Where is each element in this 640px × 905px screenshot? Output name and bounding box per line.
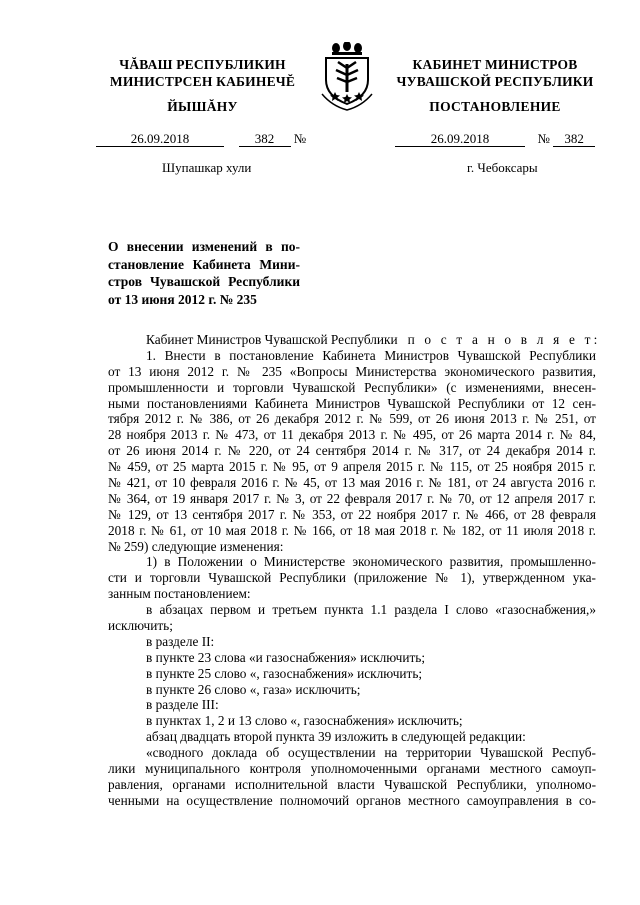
body-intro-subject: Кабинет Министров Чувашской Республики (146, 332, 398, 347)
title-line: от 13 июня 2012 г. № 235 (108, 291, 257, 307)
body-line: лики муниципального контроля уполномоченными органами местного самоуп- (108, 761, 596, 777)
header-right-doc-type: ПОСТАНОВЛЕНИЕ (429, 99, 561, 114)
body-intro-verb: п о с т а н о в л я е т: (407, 332, 601, 347)
body-line: в абзацах первом и третьем пункта 1.1 раздела I слово «газоснабжения,» (146, 602, 596, 618)
header-right-line1: КАБИНЕТ МИНИСТРОВ (412, 57, 578, 72)
body-line: в пункте 23 слова «и газоснабжения» исключить; (146, 649, 426, 665)
coat-of-arms-emblem-icon (318, 42, 376, 112)
body-line: равления, органами исполнительной власти Чувашской Республики, уполномо- (108, 776, 596, 792)
header-left-line1: ЧĂВАШ РЕСПУБЛИКИН (119, 57, 286, 72)
header-left-line2: МИНИСТРСЕН КАБИНЕЧĔ (109, 74, 296, 89)
body-line: тября 2012 г. № 386, от 26 декабря 2012 г. № 599, от 26 июня 2013 г. № 251, от (108, 411, 596, 427)
body-line: 1. Внести в постановление Кабинета Министров Чувашской Республики (146, 347, 596, 363)
registration-left-number: 382 (239, 132, 291, 147)
place-right: г. Чебоксары (467, 160, 538, 175)
body-line: абзац двадцать второй пункта 39 изложить в следующей редакции: (146, 729, 526, 745)
body-line: № 421, от 10 февраля 2016 г. № 45, от 13 мая 2016 г. № 181, от 24 августа 2016 г. (108, 475, 596, 491)
registration-right-number: 382 (553, 132, 595, 147)
body-line: исключить; (108, 618, 173, 634)
header-right-line2: ЧУВАШСКОЙ РЕСПУБЛИКИ (396, 74, 594, 89)
registration-left-date: 26.09.2018 (96, 132, 224, 147)
body-line: № 259) следующие изменения: (108, 538, 284, 554)
registration-right-number-sign: № (537, 131, 550, 146)
body-line: 1) в Положении о Министерстве экономического развития, промышленно- (146, 554, 596, 570)
body-intro-line (108, 332, 601, 348)
body-line: ченными на осуществление полномочий органов местного самоуправления в со- (108, 792, 596, 808)
title-line: О внесении изменений в по- (108, 239, 300, 254)
body-line: 28 ноября 2013 г. № 473, от 11 декабря 2013 г. № 495, от 26 марта 2014 г. № 84, (108, 427, 596, 443)
body-line: «сводного доклада об осуществлении на территории Чувашской Респуб- (146, 745, 596, 761)
body-line: в разделе II: (146, 633, 215, 649)
registration-right-date: 26.09.2018 (395, 132, 525, 147)
registration-left-number-sign: № (293, 131, 307, 146)
place-left: Шупашкар хули (162, 160, 252, 175)
body-line: ными постановлениями Кабинета Министров Чувашской Республики от 12 сен- (108, 395, 596, 411)
body-line: от 26 июня 2014 г. № 220, от 24 сентября 2014 г. № 317, от 24 декабря 2014 г. (108, 443, 596, 459)
body-line: занным постановлением: (108, 586, 251, 602)
body-line: в пунктах 1, 2 и 13 слово «, газоснабжения» исключить; (146, 713, 463, 729)
body-line: № 364, от 19 января 2017 г. № 3, от 22 февраля 2017 г. № 70, от 12 апреля 2017 г. (108, 490, 596, 506)
body-line: № 129, от 13 сентября 2017 г. № 353, от 22 ноября 2017 г. № 466, от 28 февраля (108, 506, 596, 522)
document-title (108, 238, 300, 308)
body-line: промышленности и торговли Чувашской Республики» (с изменениями, внесен- (108, 379, 596, 395)
registration-left (96, 131, 306, 147)
body-line: в разделе III: (146, 697, 219, 713)
header-right-org (390, 56, 600, 90)
title-line: становление Кабинета Мини- (108, 256, 300, 272)
header-left-doc-type: ЙЫШĂНУ (167, 99, 238, 114)
body-line: сти и торговли Чувашской Республики (приложение № 1), утвержденном ука- (108, 570, 596, 586)
body-line: от 13 июня 2012 г. № 235 «Вопросы Министерства экономического развития, (108, 363, 596, 379)
body-line: № 459, от 25 марта 2015 г. № 95, от 9 апреля 2015 г. № 115, от 25 ноября 2015 г. (108, 459, 596, 475)
registration-right (395, 131, 595, 147)
title-line: стров Чувашской Республики (108, 274, 300, 290)
body-line: в пункте 25 слово «, газоснабжения» исключить; (146, 665, 423, 681)
body-line: 2018 г. № 61, от 10 мая 2018 г. № 166, от 18 мая 2018 г. № 182, от 11 июля 2018 г. (108, 522, 596, 538)
body-line: в пункте 26 слово «, газа» исключить; (146, 681, 361, 697)
document-body (108, 332, 601, 809)
header-left-org (95, 56, 310, 90)
